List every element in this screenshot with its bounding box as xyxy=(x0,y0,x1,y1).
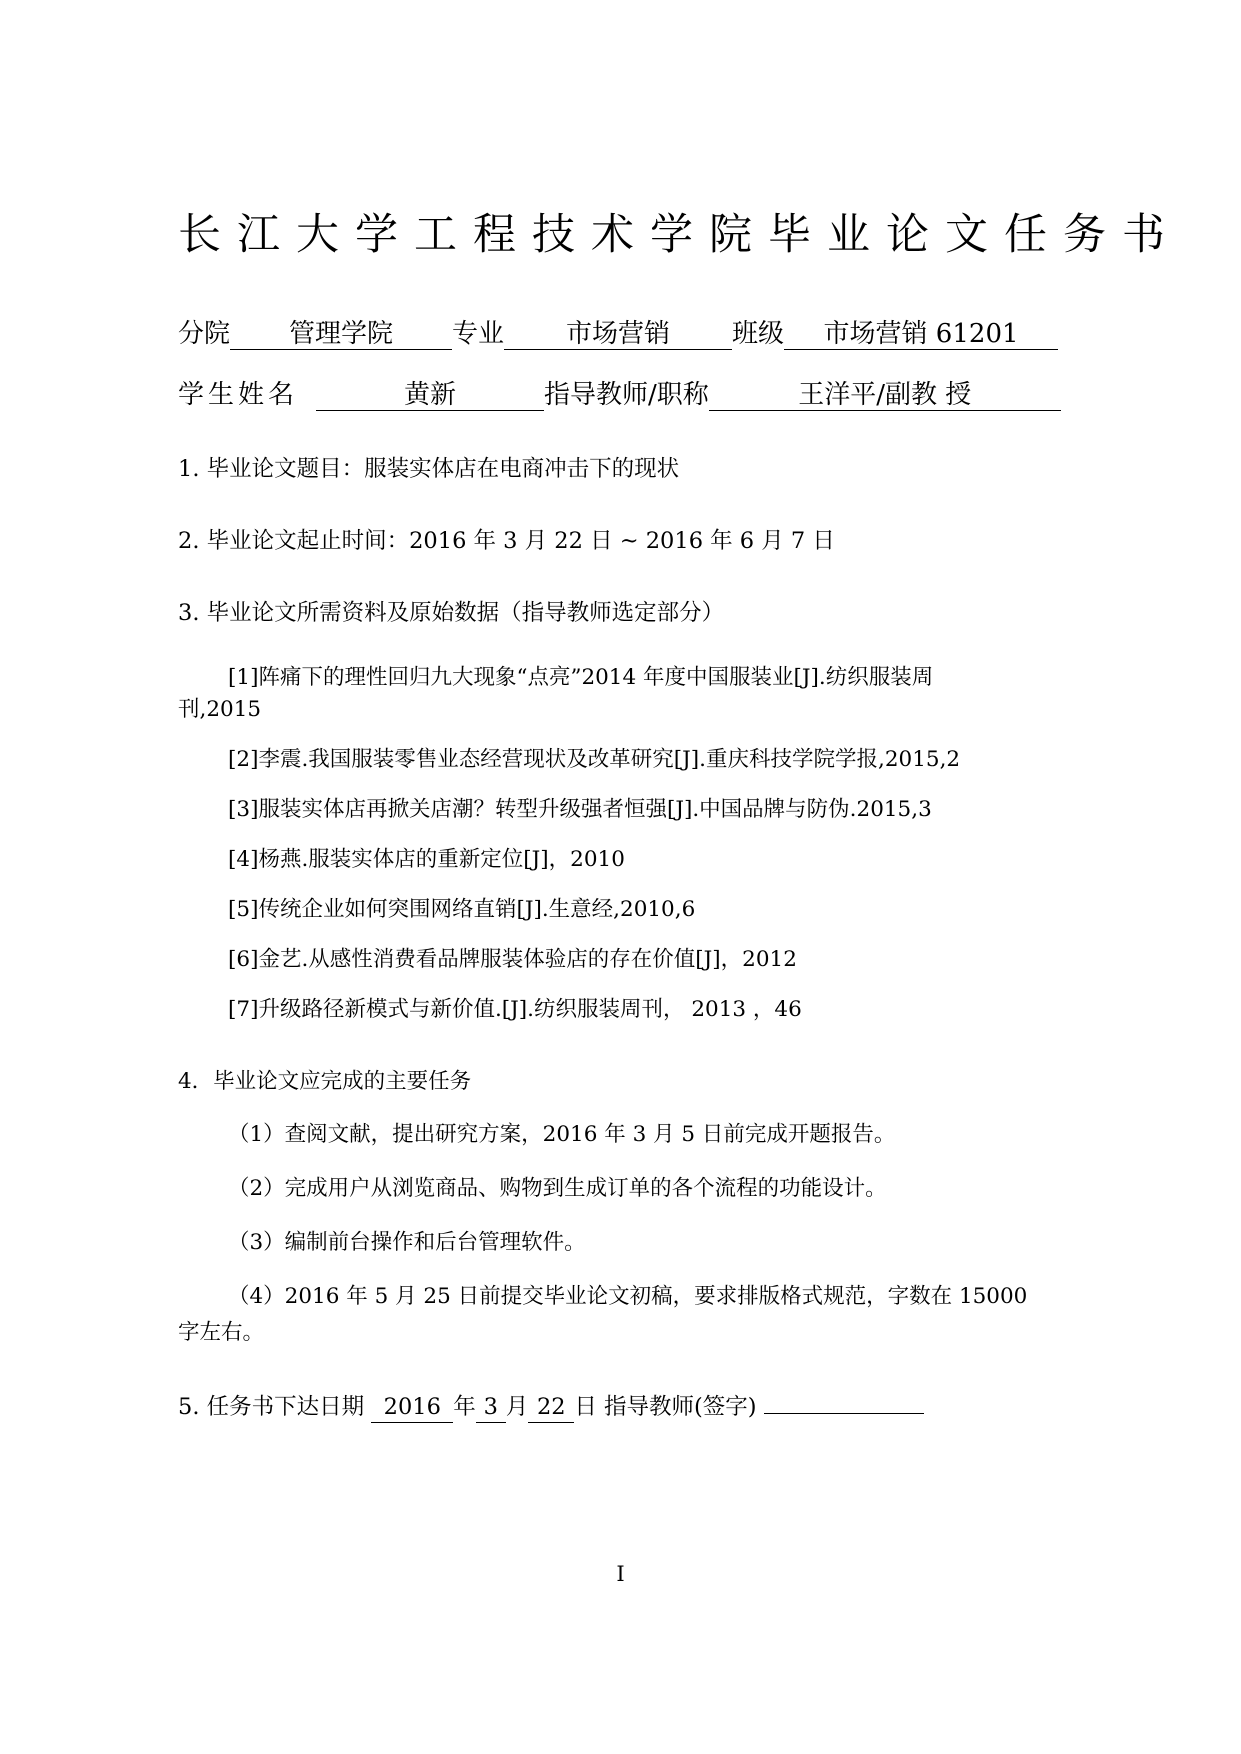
section-4-main-tasks: 4．毕业论文应完成的主要任务 xyxy=(178,1069,472,1094)
reference-item: [7]升级路径新模式与新价值.[J].纺织服装周刊， 2013 ，46 xyxy=(228,997,802,1022)
task-item: （4）2016 年 5 月 25 日前提交毕业论文初稿，要求排版格式规范，字数在 15000 xyxy=(228,1284,1028,1309)
section-2-period: 2. 毕业论文起止时间：2016 年 3 月 22 日 ~ 2016 年 6 月 7 日 xyxy=(178,528,835,554)
task-item: （3）编制前台操作和后台管理软件。 xyxy=(228,1230,586,1255)
reference-item: [3]服装实体店再掀关店潮？转型升级强者恒强[J].中国品牌与防伪.2015,3 xyxy=(228,797,932,822)
advisor-signature-field xyxy=(764,1413,924,1414)
advisor-label: 指导教师/职称 xyxy=(544,380,709,410)
reference-item: [4]杨燕.服装实体店的重新定位[J]，2010 xyxy=(228,847,625,872)
advisor-signature-label: 指导教师(签字) xyxy=(603,1394,757,1420)
student-field: 黄新 xyxy=(316,380,544,411)
class-label: 班级 xyxy=(732,319,785,349)
task-item: （1）查阅文献，提出研究方案，2016 年 3 月 5 日前完成开题报告。 xyxy=(228,1122,896,1147)
day-unit: 日 xyxy=(574,1394,597,1420)
branch-label: 分院 xyxy=(178,319,231,349)
page-number: I xyxy=(616,1562,625,1586)
info-row-2 xyxy=(178,378,1061,412)
advisor-field: 王洋平/副教 授 xyxy=(709,380,1061,411)
issue-month-field: 3 xyxy=(476,1392,506,1423)
reference-item: [1]阵痛下的理性回归九大现象“点亮”2014 年度中国服装业[J].纺织服装周 xyxy=(228,665,934,690)
section-5-issue-date xyxy=(178,1390,924,1424)
reference-item: [6]金艺.从感性消费看品牌服装体验店的存在价值[J]，2012 xyxy=(228,947,797,972)
student-label: 学生姓名 xyxy=(178,380,299,410)
section-1-thesis-title: 1. 毕业论文题目：服装实体店在电商冲击下的现状 xyxy=(178,456,680,482)
branch-field: 管理学院 xyxy=(230,319,452,350)
major-field: 市场营销 xyxy=(504,319,732,350)
major-label: 专业 xyxy=(452,319,505,349)
document-title: 长江大学工程技术学院毕业论文任务书 xyxy=(178,210,1181,260)
month-unit: 月 xyxy=(505,1394,529,1420)
reference-item-continued: 刊,2015 xyxy=(178,697,262,722)
year-unit: 年 xyxy=(453,1394,476,1420)
info-row-1 xyxy=(178,317,1058,351)
task-item: （2）完成用户从浏览商品、购物到生成订单的各个流程的功能设计。 xyxy=(228,1176,887,1201)
section-3-materials: 3. 毕业论文所需资料及原始数据（指导教师选定部分） xyxy=(178,600,725,626)
issue-year-field: 2016 xyxy=(371,1392,453,1423)
reference-item: [2]李震.我国服装零售业态经营现状及改革研究[J].重庆科技学院学报,2015,2 xyxy=(228,747,961,772)
class-field: 市场营销 61201 xyxy=(784,319,1058,350)
issue-day-field: 22 xyxy=(528,1392,574,1423)
task-item-continued: 字左右。 xyxy=(178,1320,265,1345)
reference-item: [5]传统企业如何突围网络直销[J].生意经,2010,6 xyxy=(228,897,696,922)
issue-date-label: 5. 任务书下达日期 xyxy=(178,1394,365,1420)
